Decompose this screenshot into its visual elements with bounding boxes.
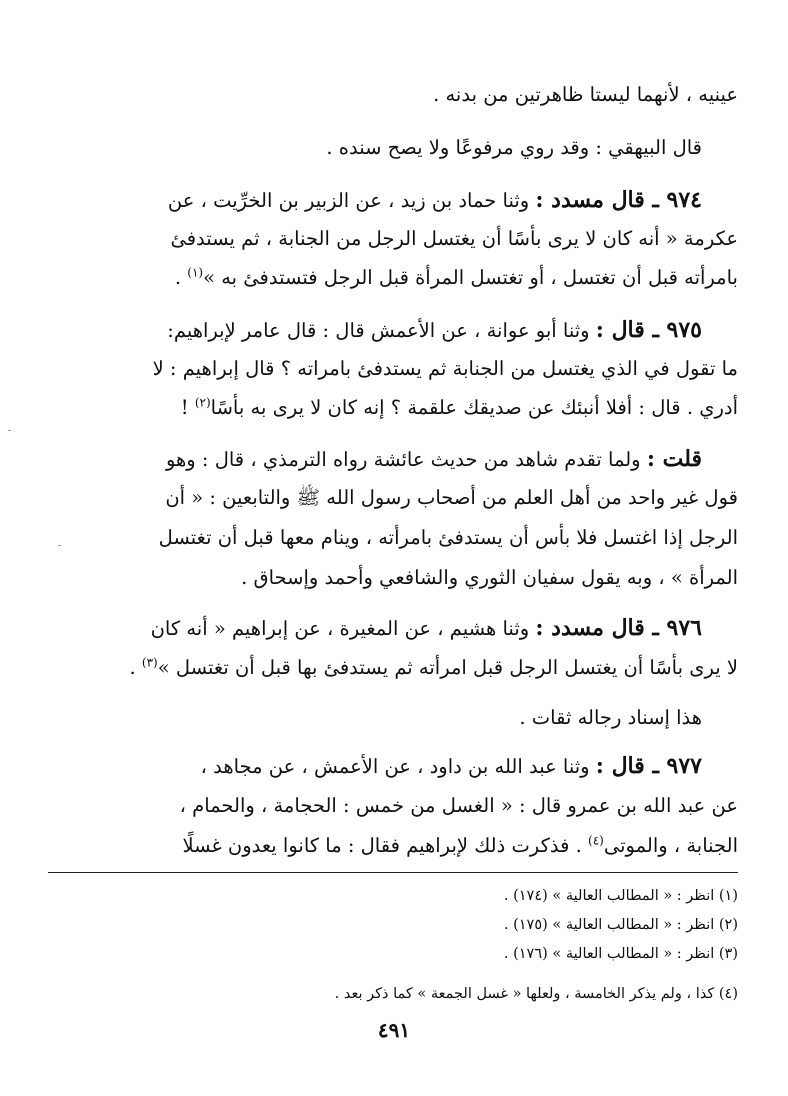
text-line: قول غير واحد من أهل العلم من أصحاب رسول الله ﷺ والتابعين : « أن [165, 486, 738, 509]
text-line: قال البيهقي : وقد روي مرفوعًا ولا يصح سنده . [326, 136, 702, 159]
text-line: لا يرى بأسًا أن يغتسل الرجل قبل امرأته ثم يستدفئ بها قبل أن تغتسل »$^{(٣)}$ . [129, 655, 738, 679]
text-line: عكرمة « أنه كان لا يرى بأسًا أن يغتسل الرجل من الجنابة ، ثم يستدفئ [170, 227, 738, 250]
footnote: (٣) انظر : « المطالب العالية » (١٧٦) . [503, 946, 738, 962]
scan-speck [58, 545, 61, 546]
footnote-mark: (٤) [588, 833, 604, 848]
hadith-number-label: ٩٧٦ ـ قال مسدد : [535, 615, 702, 641]
scan-speck [8, 430, 11, 431]
qultu-label: قلت : [646, 446, 702, 472]
page-number: ٤٩١ [377, 1018, 411, 1042]
text-line: أدري . قال : أفلا أنبئك عن صديقك علقمة ؟ إنه كان لا يرى به بأسًا$^{(٢)}$ ! [180, 395, 738, 419]
footnote: (١) انظر : « المطالب العالية » (١٧٤) . [503, 888, 738, 904]
hadith-heading: ٩٧٧ ـ قال : وثنا عبد الله بن داود ، عن الأعمش ، عن مجاهد ، [200, 753, 702, 779]
text-line: المرأة » ، وبه يقول سفيان الثوري والشافعي وأحمد وإسحاق . [241, 566, 738, 589]
footnote-mark: (٣) [141, 655, 158, 670]
text-line: عن عبد الله بن عمرو قال : « الغسل من خمس : الحجامة ، والحمام ، [179, 794, 738, 817]
text-line: الجنابة ، والموتى$^{(٤)}$ . فذكرت ذلك لإبراهيم فقال : ما كانوا يعدون غسلًا [182, 833, 738, 857]
text-line: بامرأته قبل أن تغتسل ، أو تغتسل المرأة قبل الرجل فتستدفئ به »$^{(١)}$ . [174, 265, 738, 289]
footnote: (٢) انظر : « المطالب العالية » (١٧٥) . [503, 917, 738, 933]
hadith-heading: ٩٧٦ ـ قال مسدد : وثنا هشيم ، عن المغيرة ، عن إبراهيم « أنه كان [150, 615, 702, 641]
hadith-number-label: ٩٧٥ ـ قال : [595, 317, 702, 343]
footnote-mark: (١) [187, 265, 204, 280]
hadith-number-label: ٩٧٧ ـ قال : [595, 753, 702, 779]
text-line: عينيه ، لأنهما ليستا ظاهرتين من بدنه . [433, 83, 738, 106]
qultu-heading: قلت : ولما تقدم شاهد من حديث عائشة رواه الترمذي ، قال : وهو [165, 446, 702, 472]
footnote-mark: (٢) [194, 395, 211, 410]
footnote: (٤) كذا ، ولم يذكر الخامسة ، ولعلها « غسل الجمعة » كما ذكر بعد . [334, 986, 738, 1002]
text-line: ما تقول في الذي يغتسل من الجنابة ثم يستدفئ بامراته ؟ قال إبراهيم : لا [152, 357, 738, 380]
text-line: الرجل إذا اغتسل فلا بأس أن يستدفئ بامرأته ، وينام معها قبل أن تغتسل [158, 526, 738, 549]
hadith-number-label: ٩٧٤ ـ قال مسدد : [535, 187, 702, 213]
footnote-separator [48, 872, 738, 873]
hadith-heading: ٩٧٤ ـ قال مسدد : وثنا حماد بن زيد ، عن الزبير بن الخرِّيت ، عن [167, 187, 702, 213]
text-line: هذا إسناد رجاله ثقات . [519, 706, 702, 729]
hadith-heading: ٩٧٥ ـ قال : وثنا أبو عوانة ، عن الأعمش قال : قال عامر لإبراهيم: [167, 317, 702, 343]
